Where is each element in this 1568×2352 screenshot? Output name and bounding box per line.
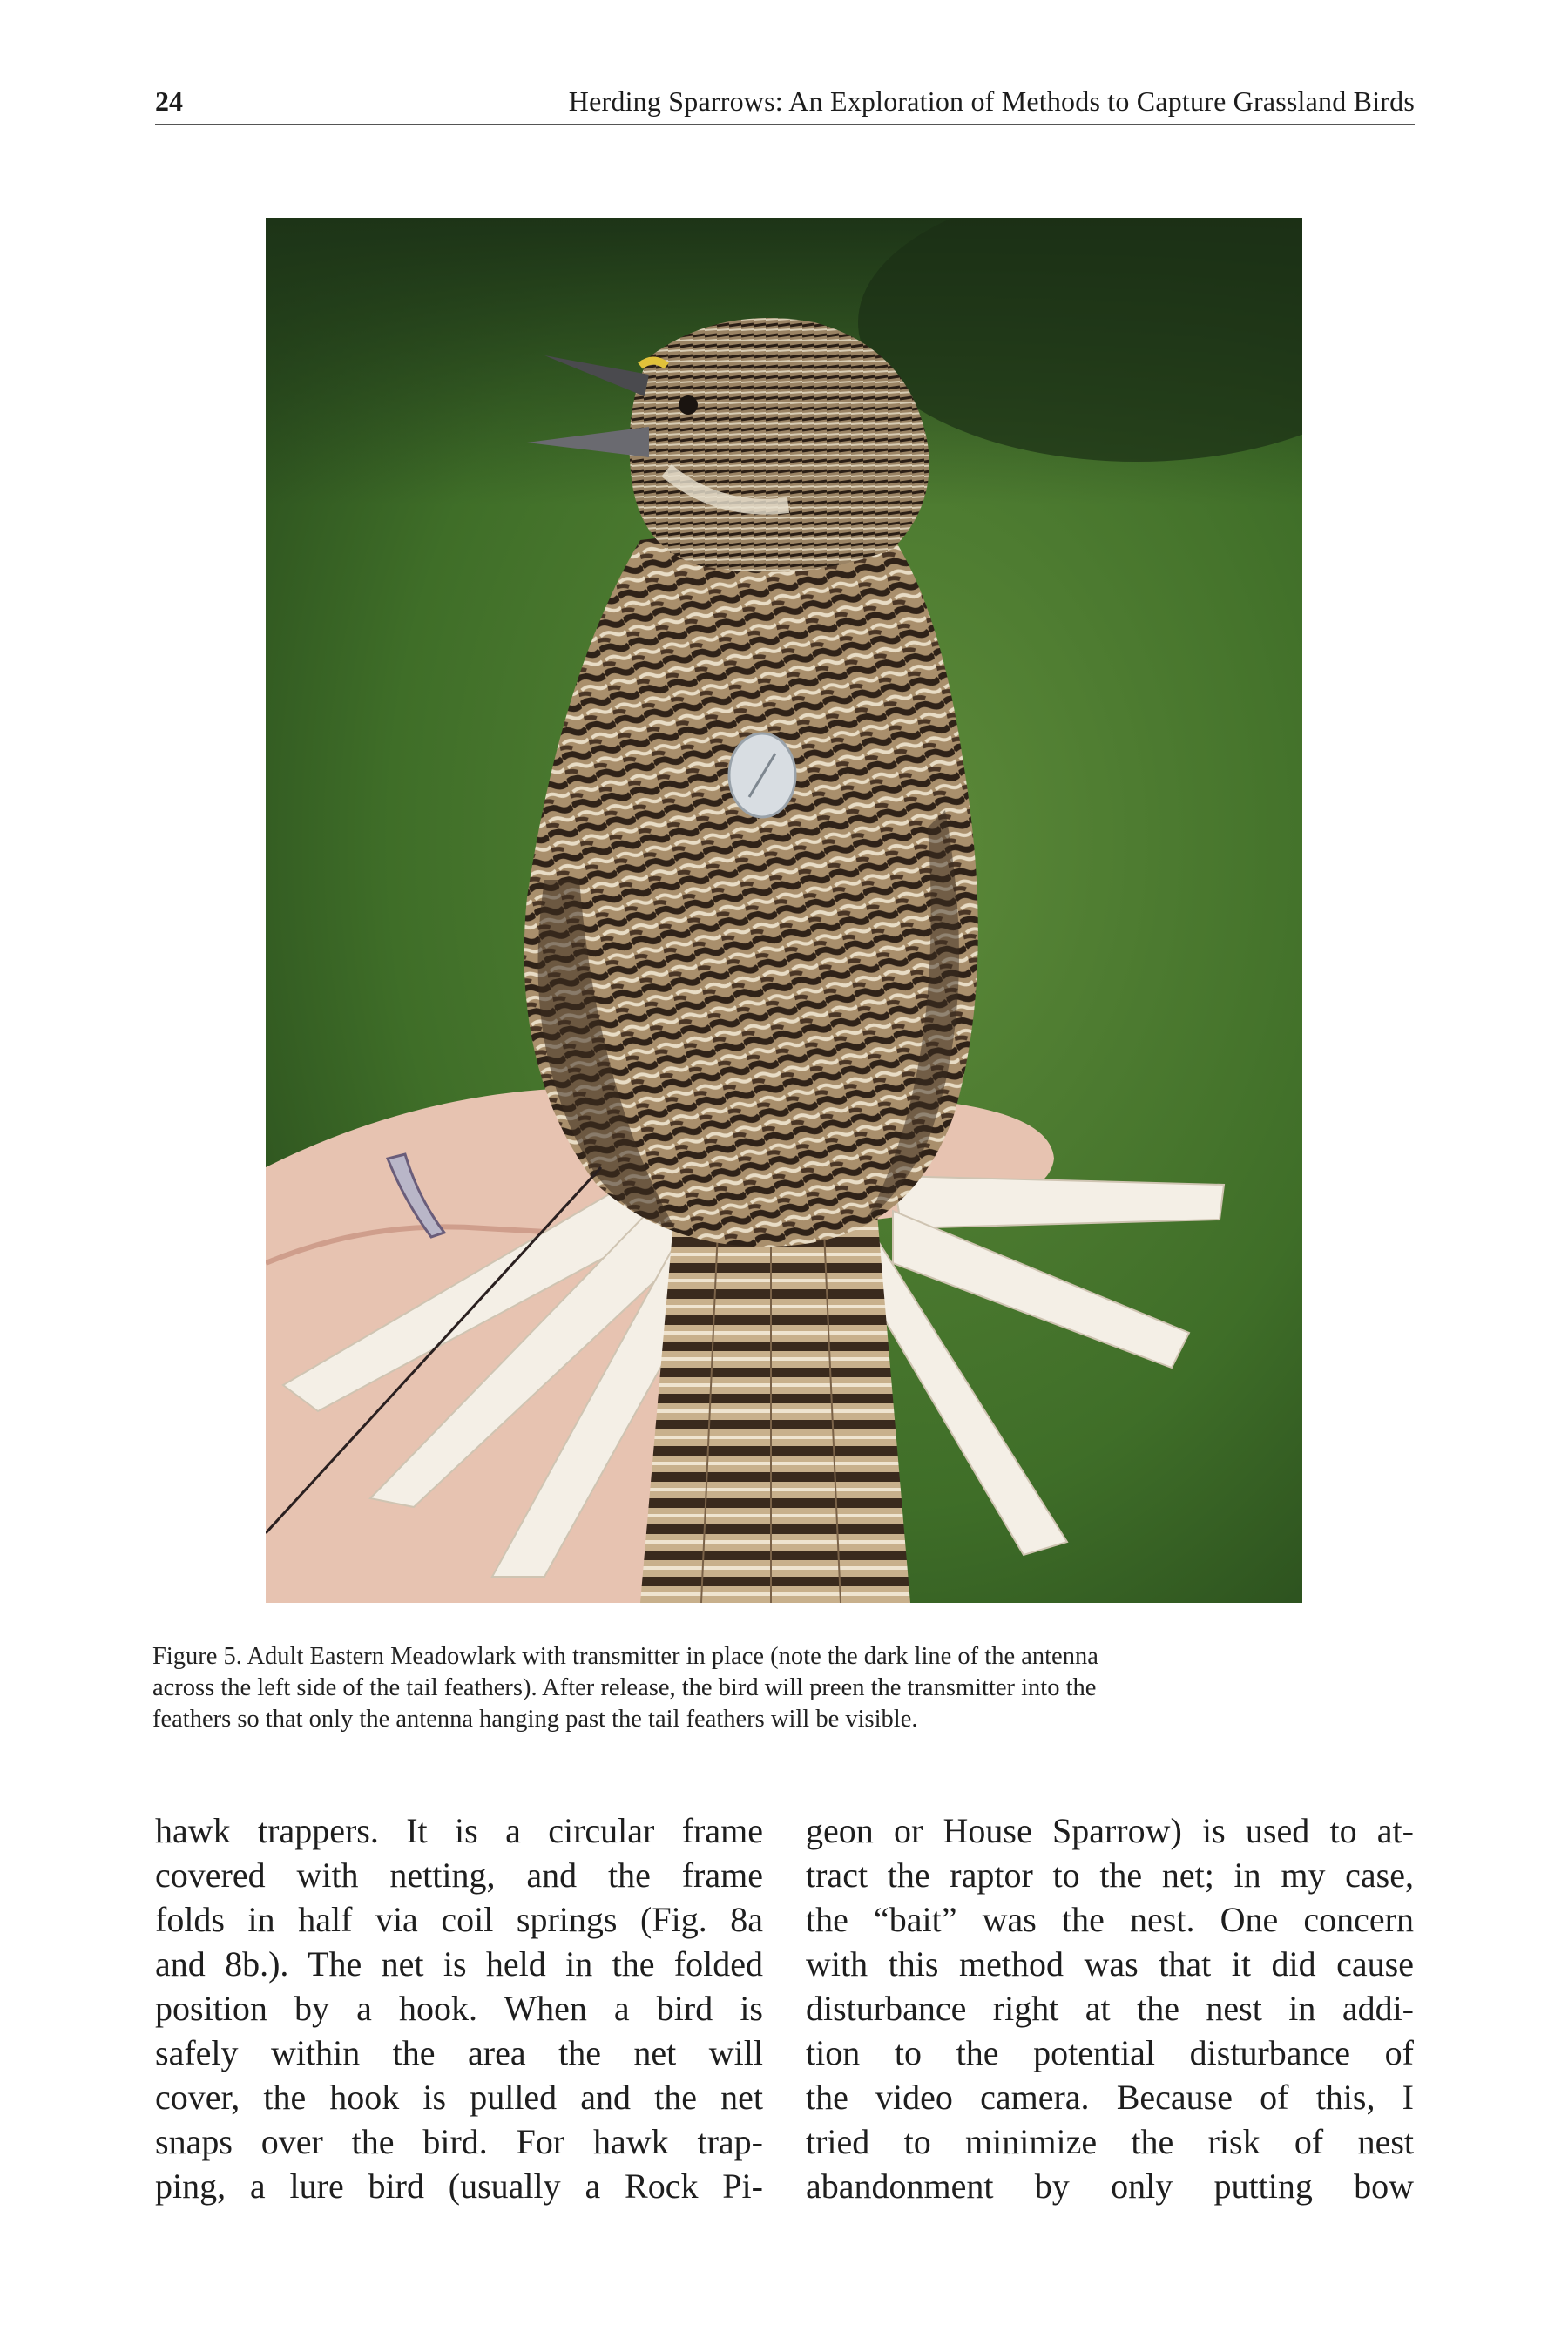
- caption-line: across the left side of the tail feathers). After release, the bird will preen the transmitter into the: [152, 1674, 1097, 1701]
- text-line: and 8b.). The net is held in the folded: [155, 1944, 763, 1984]
- text-line: tion to the potential disturbance of: [806, 2033, 1414, 2072]
- text-line: position by a hook. When a bird is: [155, 1989, 763, 2028]
- text-line: tried to minimize the risk of nest: [806, 2122, 1414, 2161]
- text-line: hawk trappers. It is a circular frame: [155, 1811, 763, 1850]
- figure-photo: [266, 218, 1302, 1603]
- text-line: safely within the area the net will: [155, 2033, 763, 2072]
- text-line: tract the raptor to the net; in my case,: [806, 1855, 1414, 1895]
- text-line: with this method was that it did cause: [806, 1944, 1414, 1984]
- page-number: 24: [155, 85, 183, 117]
- text-line: covered with netting, and the frame: [155, 1855, 763, 1895]
- figure-caption: [152, 1641, 1424, 1735]
- text-line: folds in half via coil springs (Fig. 8a: [155, 1900, 763, 1939]
- caption-line: feathers so that only the antenna hanging past the tail feathers will be visible.: [152, 1706, 918, 1733]
- text-line: snaps over the bird. For hawk trap-: [155, 2122, 763, 2161]
- body-column-left: [155, 1808, 763, 2208]
- body-column-right: [806, 1808, 1414, 2208]
- text-line: geon or House Sparrow) is used to at-: [806, 1811, 1414, 1850]
- running-head-title: Herding Sparrows: An Exploration of Methods to Capture Grassland Birds: [568, 85, 1415, 117]
- running-head: [155, 84, 1415, 125]
- text-line: disturbance right at the nest in addi-: [806, 1989, 1414, 2028]
- caption-line: Figure 5. Adult Eastern Meadowlark with transmitter in place (note the dark line of the antenna: [152, 1643, 1098, 1670]
- text-line: cover, the hook is pulled and the net: [155, 2078, 763, 2117]
- meadowlark-photo-icon: [266, 218, 1302, 1603]
- text-line: ping, a lure bird (usually a Rock Pi-: [155, 2166, 763, 2206]
- text-line: the “bait” was the nest. One concern: [806, 1900, 1414, 1939]
- text-line: abandonment by only putting bow: [806, 2166, 1414, 2206]
- text-line: the video camera. Because of this, I: [806, 2078, 1414, 2117]
